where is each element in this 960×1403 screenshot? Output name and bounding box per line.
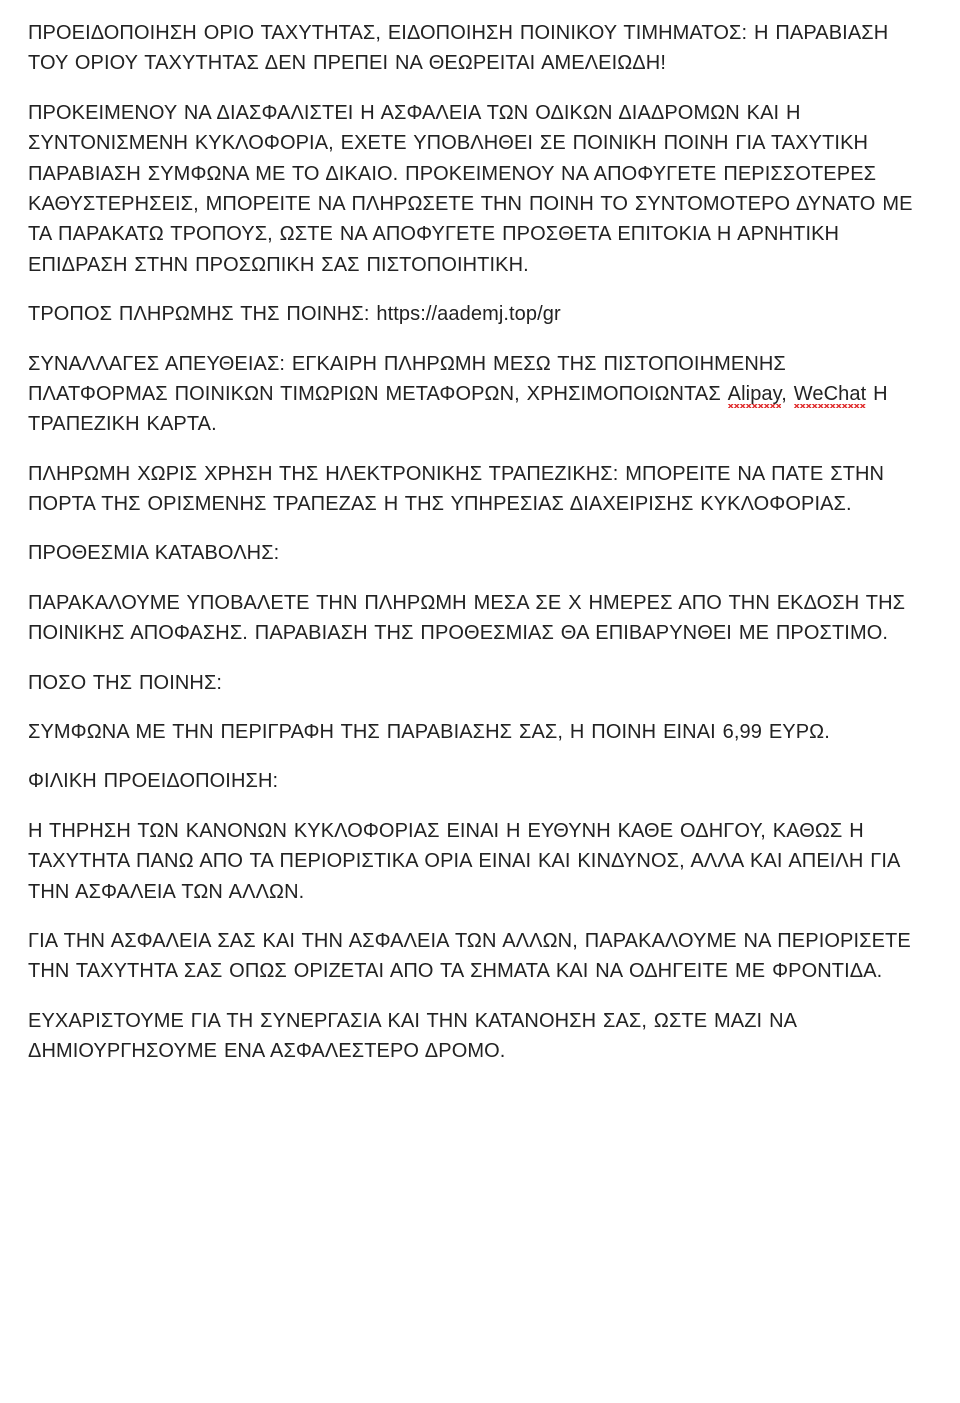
online-payment-text-before: ΣΥΝΑΛΛΑΓΕΣ ΑΠΕΥΘΕΙΑΣ: ΕΓΚΑΙΡΗ ΠΛΗΡΩΜΗ ΜΕΣΩ ΤΗΣ ΠΙΣΤΟΠΟΙΗΜΕΝΗΣ ΠΛΑΤΦΟΡΜΑΣ ΠΟΙΝΙΚΩΝ ΤΙΜΩΡΙΩΝ ΜΕΤΑΦΟΡΩΝ, ΧΡΗΣΙΜΟΠΟΙΩΝΤΑΣ (28, 352, 786, 405)
friendly-warning-paragraph-1: Η ΤΗΡΗΣΗ ΤΩΝ ΚΑΝΟΝΩΝ ΚΥΚΛΟΦΟΡΙΑΣ ΕΙΝΑΙ Η ΕΥΘΥΝΗ ΚΑΘΕ ΟΔΗΓΟΥ, ΚΑΘΩΣ Η ΤΑΧΥΤΗΤΑ ΠΑΝΩ ΑΠΟ ΤΑ ΠΕΡΙΟΡΙΣΤΙΚΑ ΟΡΙΑ ΕΙΝΑΙ ΚΑΙ ΚΙΝΔΥΝΟΣ, ΑΛΛΑ ΚΑΙ ΑΠΕΙΛΗ ΓΙΑ ΤΗΝ ΑΣΦΑΛΕΙΑ ΤΩΝ ΑΛΛΩΝ. (28, 819, 900, 903)
amount-heading: ΠΟΣΟ ΤΗΣ ΠΟΙΝΗΣ: (28, 671, 223, 694)
amount-paragraph: ΣΥΜΦΩΝΑ ΜΕ ΤΗΝ ΠΕΡΙΓΡΑΦΗ ΤΗΣ ΠΑΡΑΒΙΑΣΗΣ ΣΑΣ, Η ΠΟΙΝΗ ΕΙΝΑΙ 6,99 ΕΥΡΩ. (28, 721, 830, 744)
closing-paragraph: ΕΥΧΑΡΙΣΤΟΥΜΕ ΓΙΑ ΤΗ ΣΥΝΕΡΓΑΣΙΑ ΚΑΙ ΤΗΝ ΚΑΤΑΝΟΗΣΗ ΣΑΣ, ΩΣΤΕ ΜΑΖΙ ΝΑ ΔΗΜΙΟΥΡΓΗΣΟΥΜΕ ΕΝΑ ΑΣΦΑΛΕΣΤΕΡΟ ΔΡΟΜΟ. (28, 1009, 796, 1063)
online-payment-separator: , (781, 382, 794, 405)
friendly-warning-heading: ΦΙΛΙΚΗ ΠΡΟΕΙΔΟΠΟΙΗΣΗ: (28, 770, 279, 793)
friendly-warning-paragraph-2: ΓΙΑ ΤΗΝ ΑΣΦΑΛΕΙΑ ΣΑΣ ΚΑΙ ΤΗΝ ΑΣΦΑΛΕΙΑ ΤΩΝ ΑΛΛΩΝ, ΠΑΡΑΚΑΛΟΥΜΕ ΝΑ ΠΕΡΙΟΡΙΣΕΤΕ ΤΗΝ ΤΑΧΥΤΗΤΑ ΣΑΣ ΟΠΩΣ ΟΡΙΖΕΤΑΙ ΑΠΟ ΤΑ ΣΗΜΑΤΑ ΚΑΙ ΝΑ ΟΔΗΓΕΙΤΕ ΜΕ ΦΡΟΝΤΙΔΑ. (28, 929, 911, 983)
payment-url[interactable]: https://aademj.top/gr (376, 303, 561, 326)
body-explanation: ΠΡΟΚΕΙΜΕΝΟΥ ΝΑ ΔΙΑΣΦΑΛΙΣΤΕΙ Η ΑΣΦΑΛΕΙΑ ΤΩΝ ΟΔΙΚΩΝ ΔΙΑΔΡΟΜΩΝ ΚΑΙ Η ΣΥΝΤΟΝΙΣΜΕΝΗ ΚΥΚΛΟΦΟΡΙΑ, ΕΧΕΤΕ ΥΠΟΒΛΗΘΕΙ ΣΕ ΠΟΙΝΙΚΗ ΠΟΙΝΗ ΓΙΑ ΤΑΧΥΤΙΚΗ ΠΑΡΑΒΙΑΣΗ ΣΥΜΦΩΝΑ ΜΕ ΤΟ ΔΙΚΑΙΟ. ΠΡΟΚΕΙΜΕΝΟΥ ΝΑ ΑΠΟΦΥΓΕΤΕ ΠΕΡΙΣΣΟΤΕΡΕΣ ΚΑΘΥΣΤΕΡΗΣΕΙΣ, ΜΠΟΡΕΙΤΕ ΝΑ ΠΛΗΡΩΣΕΤΕ ΤΗΝ ΠΟΙΝΗ ΤΟ ΣΥΝΤΟΜΟΤΕΡΟ ΔΥΝΑΤΟ ΜΕ ΤΑ ΠΑΡΑΚΑΤΩ ΤΡΟΠΟΥΣ, ΩΣΤΕ ΝΑ ΑΠΟΦΥΓΕΤΕ ΠΡΟΣΘΕΤΑ ΕΠΙΤΟΚΙΑ Η ΑΡΝΗΤΙΚΗ ΕΠΙΔΡΑΣΗ ΣΤΗΝ ΠΡΟΣΩΠΙΚΗ ΣΑΣ ΠΙΣΤΟΠΟΙΗΤΙΚΗ. (28, 101, 913, 276)
deadline-paragraph: ΠΑΡΑΚΑΛΟΥΜΕ ΥΠΟΒΑΛΕΤΕ ΤΗΝ ΠΛΗΡΩΜΗ ΜΕΣΑ ΣΕ Χ ΗΜΕΡΕΣ ΑΠΟ ΤΗΝ ΕΚΔΟΣΗ ΤΗΣ ΠΟΙΝΙΚΗΣ ΑΠΟΦΑΣΗΣ. ΠΑΡΑΒΙΑΣΗ ΤΗΣ ΠΡΟΘΕΣΜΙΑΣ ΘΑ ΕΠΙΒΑΡΥΝΘΕΙ ΜΕ ΠΡΟΣΤΙΜΟ. (28, 591, 906, 645)
offline-payment-paragraph: ΠΛΗΡΩΜΗ ΧΩΡΙΣ ΧΡΗΣΗ ΤΗΣ ΗΛΕΚΤΡΟΝΙΚΗΣ ΤΡΑΠΕΖΙΚΗΣ: ΜΠΟΡΕΙΤΕ ΝΑ ΠΑΤΕ ΣΤΗΝ ΠΟΡΤΑ ΤΗΣ ΟΡΙΣΜΕΝΗΣ ΤΡΑΠΕΖΑΣ Η ΤΗΣ ΥΠΗΡΕΣΙΑΣ ΔΙΑΧΕΙΡΙΣΗΣ ΚΥΚΛΟΦΟΡΙΑΣ. (28, 462, 885, 516)
online-payment-paragraph (28, 349, 932, 440)
payment-method-line (28, 299, 932, 329)
online-payment-text-after: Η ΤΡΑΠΕΖΙΚΗ ΚΑΡΤΑ. (28, 382, 888, 436)
payment-method-label: ΤΡΟΠΟΣ ΠΛΗΡΩΜΗΣ ΤΗΣ ΠΟΙΝΗΣ: (28, 303, 377, 326)
alipay-word: Alipay (728, 383, 782, 410)
wechat-word: WeChat (794, 383, 867, 410)
deadline-heading: ΠΡΟΘΕΣΜΙΑ ΚΑΤΑΒΟΛΗΣ: (28, 542, 280, 565)
warning-heading: ΠΡΟΕΙΔΟΠΟΙΗΣΗ ΟΡΙΟ ΤΑΧΥΤΗΤΑΣ, ΕΙΔΟΠΟΙΗΣΗ ΠΟΙΝΙΚΟΥ ΤΙΜΗΜΑΤΟΣ: Η ΠΑΡΑΒΙΑΣΗ ΤΟΥ ΟΡΙΟΥ ΤΑΧΥΤΗΤΑΣ ΔΕΝ ΠΡΕΠΕΙ ΝΑ ΘΕΩΡΕΙΤΑΙ ΑΜΕΛΕΙΩΔΗ! (28, 22, 889, 75)
